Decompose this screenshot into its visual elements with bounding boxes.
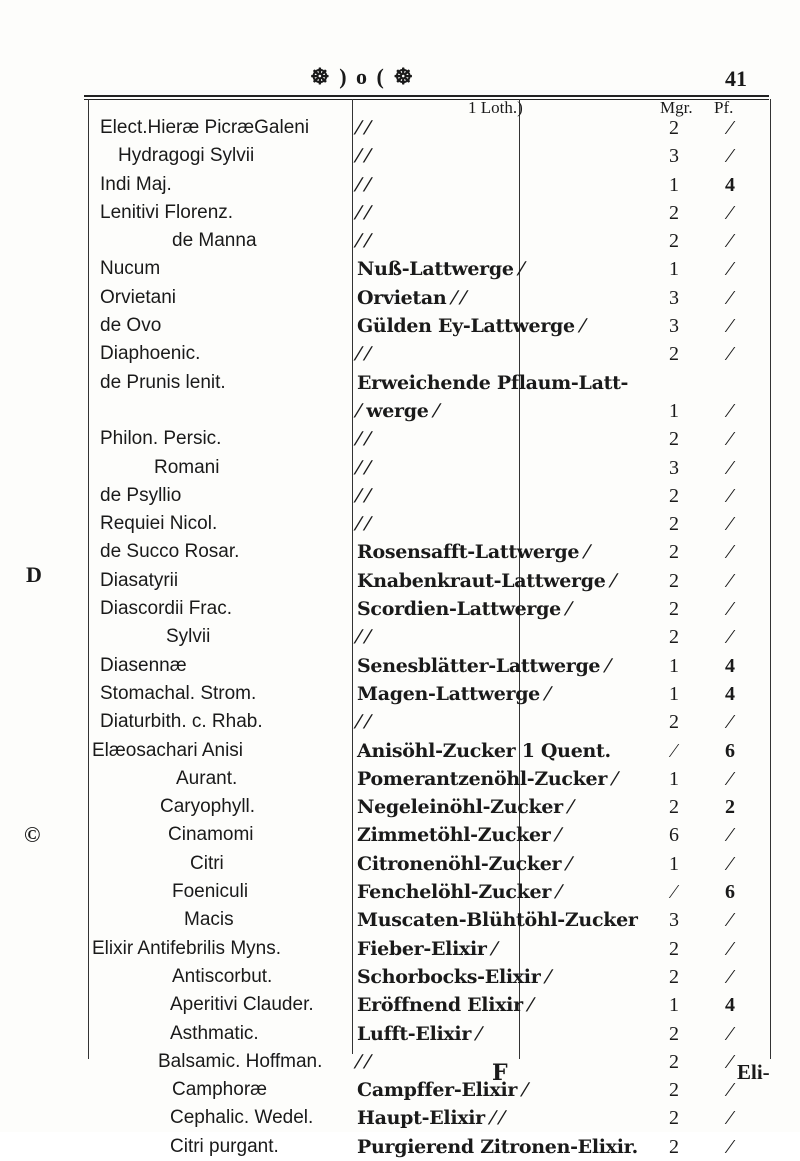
latin-name: Macis — [184, 909, 234, 931]
german-name: ⁄ ⁄ — [357, 484, 370, 507]
german-name: ⁄ ⁄ — [357, 711, 370, 734]
german-name: Schorbocks-Elixir ⁄ — [357, 965, 550, 988]
mgr-value: 2 — [669, 965, 679, 988]
latin-name: Foeniculi — [172, 881, 249, 903]
mgr-value: 2 — [669, 484, 679, 507]
german-name: Campffer-Elixir ⁄ — [357, 1079, 527, 1102]
header-rule — [84, 95, 769, 97]
mgr-value: 2 — [669, 1022, 679, 1045]
table-row — [0, 737, 800, 765]
latin-name: Lenitivi Florenz. — [100, 201, 234, 223]
pf-value: ⁄ — [728, 937, 732, 960]
latin-name: Elæosachari Anisi — [92, 739, 244, 761]
mgr-value: ⁄ — [672, 739, 676, 762]
german-name: ⁄ ⁄ — [357, 230, 370, 253]
pf-value: ⁄ — [728, 428, 732, 451]
german-name: Gülden Ey-Lattwerge ⁄ — [357, 315, 585, 338]
margin-mark-c: © — [24, 822, 41, 847]
table-row — [0, 312, 800, 340]
pf-value: ⁄ — [728, 1022, 732, 1045]
mgr-value: 1 — [669, 852, 679, 875]
table-row — [0, 623, 800, 651]
margin-mark-d: D — [26, 562, 42, 587]
german-name: ⁄ ⁄ — [357, 343, 370, 366]
pf-value: ⁄ — [728, 824, 732, 847]
page-number: 41 — [725, 66, 747, 91]
latin-name: Sylvii — [166, 626, 211, 648]
mgr-value: 2 — [669, 796, 679, 819]
latin-name: Nucum — [100, 258, 161, 280]
mgr-value: 1 — [669, 258, 679, 281]
german-name: Rosensafft-Lattwerge ⁄ — [357, 541, 589, 564]
mgr-value: 2 — [669, 201, 679, 224]
catchword: Eli- — [737, 1060, 770, 1084]
mgr-value: 1 — [669, 994, 679, 1017]
latin-name: Indi Maj. — [100, 173, 172, 195]
german-name: ⁄ ⁄ — [357, 626, 370, 649]
mgr-value: 1 — [669, 173, 679, 196]
pf-value: ⁄ — [728, 484, 732, 507]
mgr-value: 2 — [669, 937, 679, 960]
pf-value: 4 — [725, 994, 735, 1017]
german-name: Eröffnend Elixir ⁄ — [357, 994, 532, 1017]
mgr-value: 2 — [669, 598, 679, 621]
pf-value: 6 — [725, 881, 735, 904]
german-name: Purgierend Zitronen-Elixir. — [357, 1135, 638, 1158]
german-name: Nuß-Lattwerge ⁄ — [357, 258, 523, 281]
table-row — [0, 397, 800, 425]
mgr-value: 1 — [669, 654, 679, 677]
latin-name: de Psyllio — [100, 484, 182, 506]
table-row — [0, 708, 800, 736]
table-row — [0, 199, 800, 227]
latin-name: de Manna — [172, 230, 257, 252]
table-row — [0, 425, 800, 453]
table-row — [0, 1133, 800, 1161]
pf-value: ⁄ — [728, 456, 732, 479]
table-row — [0, 821, 800, 849]
mgr-value: 2 — [669, 569, 679, 592]
table-row — [0, 793, 800, 821]
german-name: Anisöhl-Zucker 1 Quent. — [357, 739, 611, 762]
german-name: Magen-Lattwerge ⁄ — [357, 682, 550, 705]
page-footer — [0, 1060, 800, 1090]
latin-name: Antiscorbut. — [172, 965, 273, 987]
table-row — [0, 878, 800, 906]
mgr-value: 2 — [669, 626, 679, 649]
pf-value: 2 — [725, 796, 735, 819]
latin-name: de Succo Rosar. — [100, 541, 240, 563]
weight-column-header: 1 Loth.) — [468, 98, 523, 117]
latin-name: Aurant. — [176, 767, 238, 789]
german-name: ⁄ ⁄ — [357, 201, 370, 224]
mgr-value: 3 — [669, 286, 679, 309]
latin-name: Diaturbith. c. Rhab. — [100, 711, 263, 733]
signature-mark: F — [492, 1060, 508, 1086]
latin-name: Citri purgant. — [170, 1135, 279, 1157]
table-row — [0, 255, 800, 283]
pf-value: 4 — [725, 173, 735, 196]
latin-name: Stomachal. Strom. — [100, 682, 257, 704]
pf-value: ⁄ — [728, 767, 732, 790]
pf-value: 4 — [725, 654, 735, 677]
latin-name: Diascordii Frac. — [100, 598, 232, 620]
german-name: ⁄ ⁄ — [357, 173, 370, 196]
pf-value: ⁄ — [728, 626, 732, 649]
german-name: Zimmetöhl-Zucker ⁄ — [357, 824, 560, 847]
table-row — [0, 227, 800, 255]
pf-value: ⁄ — [728, 711, 732, 734]
german-name: ⁄ ⁄ — [357, 456, 370, 479]
table-row — [0, 652, 800, 680]
latin-name: Diasatyrii — [100, 569, 179, 591]
pf-value: ⁄ — [728, 598, 732, 621]
german-name: Orvietan ⁄ ⁄ — [357, 286, 465, 309]
german-name: ⁄ ⁄ — [357, 428, 370, 451]
table-row — [0, 454, 800, 482]
latin-name: Balsamic. Hoffman. — [158, 1050, 323, 1072]
table-row — [0, 538, 800, 566]
german-name: Lufft-Elixir ⁄ — [357, 1022, 481, 1045]
mgr-value: 1 — [669, 399, 679, 422]
latin-name: Cinamomi — [168, 824, 254, 846]
latin-name: Citri — [190, 852, 224, 874]
pf-value: ⁄ — [728, 230, 732, 253]
table-row — [0, 1020, 800, 1048]
header-ornament: ☸ ) o ( ☸ — [310, 64, 416, 89]
pf-value: ⁄ — [728, 965, 732, 988]
latin-name: de Ovo — [100, 315, 162, 337]
german-name: Fenchelöhl-Zucker ⁄ — [357, 881, 561, 904]
german-name: Fieber-Elixir ⁄ — [357, 937, 496, 960]
latin-name: Orvietani — [100, 286, 177, 308]
latin-name: Cephalic. Wedel. — [170, 1107, 314, 1129]
german-name: Scordien-Lattwerge ⁄ — [357, 598, 571, 621]
german-name: Citronenöhl-Zucker ⁄ — [357, 852, 571, 875]
mgr-value: 2 — [669, 711, 679, 734]
german-name: Pomerantzenöhl-Zucker ⁄ — [357, 767, 617, 790]
latin-name: Diasennæ — [100, 654, 187, 676]
mgr-value: 3 — [669, 145, 679, 168]
latin-name: Romani — [154, 456, 220, 478]
mgr-column-header: Mgr. — [660, 98, 693, 117]
pf-value: ⁄ — [728, 541, 732, 564]
table-row — [0, 171, 800, 199]
mgr-value: 3 — [669, 909, 679, 932]
pf-value: ⁄ — [728, 201, 732, 224]
table-row — [0, 935, 800, 963]
pf-value: ⁄ — [728, 852, 732, 875]
latin-name: Elect.Hieræ PicræGaleni — [100, 117, 310, 138]
pf-value: ⁄ — [728, 399, 732, 422]
pf-value: ⁄ — [728, 117, 732, 139]
german-name: ⁄ werge ⁄ — [357, 399, 438, 422]
table-row — [0, 510, 800, 538]
latin-name: Camphoræ — [172, 1079, 268, 1101]
mgr-value: 6 — [669, 824, 679, 847]
mgr-value: 2 — [669, 117, 679, 139]
price-list — [0, 114, 800, 1161]
mgr-value: 2 — [669, 230, 679, 253]
pf-value: ⁄ — [728, 569, 732, 592]
pf-value: 4 — [725, 682, 735, 705]
german-name: ⁄ ⁄ — [357, 1050, 370, 1073]
german-name: ⁄ ⁄ — [357, 513, 370, 536]
mgr-value: 2 — [669, 1050, 679, 1073]
table-row — [0, 680, 800, 708]
pf-value: ⁄ — [728, 513, 732, 536]
mgr-value: ⁄ — [672, 881, 676, 904]
latin-name: Philon. Persic. — [100, 428, 222, 450]
pf-value: ⁄ — [728, 1079, 732, 1102]
mgr-value: 2 — [669, 1079, 679, 1102]
table-row — [0, 114, 800, 142]
table-row — [0, 991, 800, 1019]
mgr-value: 1 — [669, 767, 679, 790]
table-row — [0, 1104, 800, 1132]
german-name: Senesblätter-Lattwerge ⁄ — [357, 654, 610, 677]
latin-name: Caryophyll. — [160, 796, 256, 818]
latin-name: Requiei Nicol. — [100, 513, 218, 535]
german-name: ⁄ ⁄ — [357, 145, 370, 168]
german-name: Muscaten-Blühtöhl-Zucker — [357, 909, 638, 932]
german-name: Knabenkraut-Lattwerge ⁄ — [357, 569, 615, 592]
table-row — [0, 765, 800, 793]
pf-value: ⁄ — [728, 1135, 732, 1158]
latin-name: Aperitivi Clauder. — [170, 994, 314, 1016]
german-name: Erweichende Pflaum-Latt- — [357, 371, 629, 394]
table-row — [0, 284, 800, 312]
table-row — [0, 340, 800, 368]
pf-value: ⁄ — [728, 315, 732, 338]
table-row — [0, 906, 800, 934]
pf-value: ⁄ — [728, 909, 732, 932]
table-row — [0, 567, 800, 595]
table-row — [0, 963, 800, 991]
latin-name: Elixir Antifebrilis Myns. — [92, 937, 281, 959]
latin-name: Hydragogi Sylvii — [118, 145, 255, 167]
german-name: Negeleinöhl-Zucker ⁄ — [357, 796, 573, 819]
pf-column-header: Pf. — [714, 98, 734, 117]
latin-name: de Prunis lenit. — [100, 371, 226, 393]
latin-name: Asthmatic. — [170, 1022, 259, 1044]
german-name: Haupt-Elixir ⁄ ⁄ — [357, 1107, 504, 1130]
mgr-value: 2 — [669, 1107, 679, 1130]
pf-value: ⁄ — [728, 258, 732, 281]
mgr-value: 2 — [669, 428, 679, 451]
pf-value: ⁄ — [728, 145, 732, 168]
mgr-value: 3 — [669, 456, 679, 479]
pf-value: ⁄ — [728, 1050, 732, 1073]
pf-value: ⁄ — [728, 286, 732, 309]
table-row — [0, 482, 800, 510]
pf-value: 6 — [725, 739, 735, 762]
latin-name: Diaphoenic. — [100, 343, 201, 365]
table-row — [0, 369, 800, 397]
table-row — [0, 850, 800, 878]
mgr-value: 2 — [669, 343, 679, 366]
mgr-value: 1 — [669, 682, 679, 705]
pf-value: ⁄ — [728, 343, 732, 366]
mgr-value: 3 — [669, 315, 679, 338]
mgr-value: 2 — [669, 513, 679, 536]
german-name: ⁄ ⁄ — [357, 117, 370, 139]
pf-value: ⁄ — [728, 1107, 732, 1130]
table-row — [0, 142, 800, 170]
mgr-value: 2 — [669, 1135, 679, 1158]
table-row — [0, 595, 800, 623]
mgr-value: 2 — [669, 541, 679, 564]
